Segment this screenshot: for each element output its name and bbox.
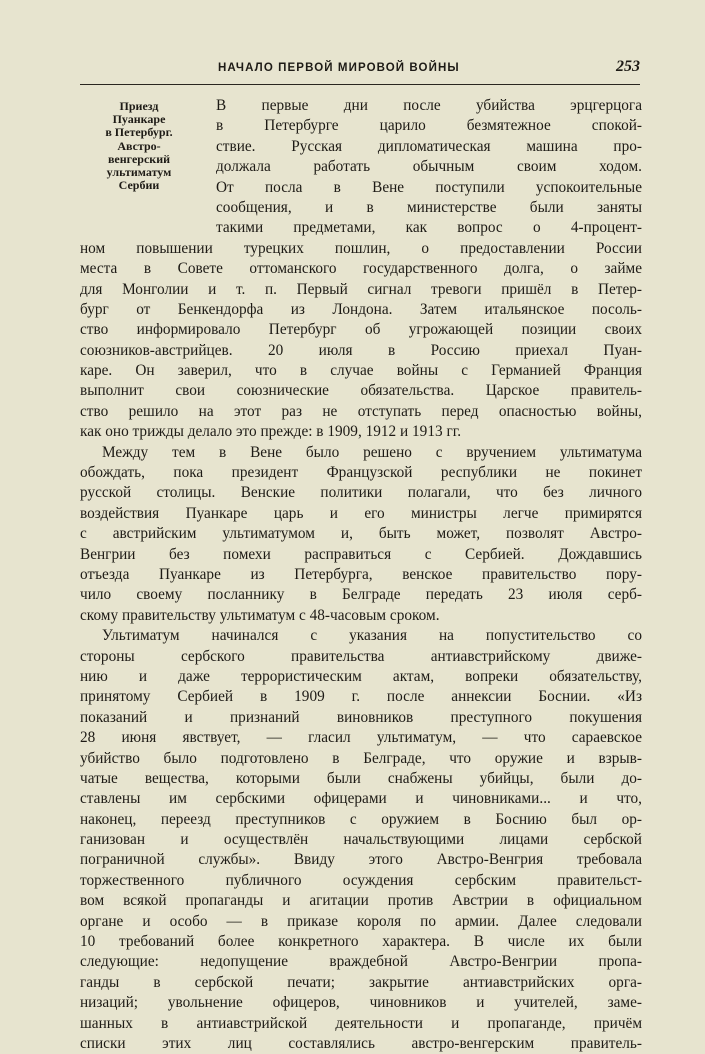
text-line: наконец, переезд преступников с оружием в Боснию был ор- xyxy=(80,810,642,828)
text-line: бург от Бенкендорфа из Лондона. Затем итальянское посоль- xyxy=(80,300,642,318)
margin-note-line: Приезд xyxy=(119,99,159,113)
text-line: торжественного публичного осуждения сербским правительст- xyxy=(80,871,642,889)
text-line: русской столицы. Венские политики полагали, что без личного xyxy=(80,484,642,502)
text-line: низаций; увольнение офицеров, чиновников и учителей, заме- xyxy=(80,994,642,1012)
header-rule xyxy=(80,84,640,85)
text-line: органе и особо — в приказе короля по армии. Далее следовали xyxy=(80,912,642,930)
margin-note-line: Пуанкаре xyxy=(112,112,166,127)
text-line: в Петербурге царило безмятежное спокой- xyxy=(216,117,642,135)
text-line: убийство было подготовлено в Белграде, что оружие и взрыв- xyxy=(80,749,642,767)
text-line: чатые вещества, которыми были снабжены убийцы, были до- xyxy=(80,769,642,787)
margin-note-line: в Петербург. xyxy=(105,125,173,140)
margin-note-line: Сербии xyxy=(118,178,160,193)
text-line: ствие. Русская дипломатическая машина про- xyxy=(216,137,642,155)
text-line: отъезда Пуанкаре из Петербурга, венское правительство пору- xyxy=(80,565,642,583)
text-line: выполнит свои союзнические обязательства. Царское правитель- xyxy=(80,382,642,400)
text-line: стороны сербского правительства антиавстрийскому движе- xyxy=(80,647,642,665)
body-text xyxy=(80,96,642,1054)
text-line: пограничной службы». Ввиду этого Австро-Венгрия требовала xyxy=(80,851,642,869)
text-line: ство решило на этот раз не отступать перед опасностью войны, xyxy=(80,402,642,420)
text-line: сообщения, и в министерстве были заняты xyxy=(216,198,642,216)
text-line: ганизован и осуществлён начальствующими лицами сербской xyxy=(80,831,642,849)
text-line: такими предметами, как вопрос о 4-процент- xyxy=(216,219,642,237)
margin-note-line: Австро- xyxy=(117,138,161,153)
text-line: скому правительству ультиматум с 48-часовым сроком. xyxy=(80,606,440,624)
margin-note-line: венгерский xyxy=(107,151,171,166)
text-line: с австрийским ультиматумом и, быть может, позволят Австро- xyxy=(80,525,642,543)
text-line: должала работать обычным своим ходом. xyxy=(216,158,642,176)
text-line: Между тем в Вене было решено с вручением ультиматума xyxy=(102,443,642,461)
text-line: союзников-австрийцев. 20 июля в Россию приехал Пуан- xyxy=(80,341,642,359)
running-title: НАЧАЛО ПЕРВОЙ МИРОВОЙ ВОЙНЫ xyxy=(218,62,460,74)
text-line: Венгрии без помехи расправиться с Сербией. Дождавшись xyxy=(80,545,642,563)
text-line: шанных в антиавстрийской деятельности и пропаганде, причём xyxy=(80,1014,642,1032)
text-line: для Монголии и т. п. Первый сигнал тревоги пришёл в Петер- xyxy=(80,280,642,298)
running-head xyxy=(80,58,640,82)
text-line: места в Совете оттоманского государственного долга, о займе xyxy=(80,260,642,278)
text-line: ставлены им сербскими офицерами и чиновниками... и что, xyxy=(80,790,642,808)
text-line: Ультиматум начинался с указания на попустительство со xyxy=(102,627,642,645)
text-line: показаний и признаний виновников преступного покушения xyxy=(80,708,642,726)
text-line: как оно трижды делало это прежде: в 1909, 1912 и 1913 гг. xyxy=(80,423,462,441)
text-line: 28 июня явствует, — гласил ультиматум, — что сараевское xyxy=(80,729,642,747)
text-line: В первые дни после убийства эрцгерцога xyxy=(216,97,642,114)
text-line: ганды в сербской печати; закрытие антиавстрийских орга- xyxy=(80,973,642,991)
text-line: воздействия Пуанкаре царь и его министры легче примирятся xyxy=(80,504,642,522)
text-line: От посла в Вене поступили успокоительные xyxy=(216,178,642,196)
margin-note-line: ультиматум xyxy=(106,165,172,180)
text-line: чило своему посланнику в Белграде передать 23 июля серб- xyxy=(80,586,642,604)
text-line: вом всякой пропаганды и агитации против Австрии в официальном xyxy=(80,892,642,910)
text-line: каре. Он заверил, что в случае войны с Германией Франция xyxy=(80,362,642,380)
text-line: принятому Сербией в 1909 г. после аннексии Боснии. «Из xyxy=(80,688,642,706)
text-line: 10 требований более конкретного характера. В числе их были xyxy=(80,933,642,951)
page-number: 253 xyxy=(616,58,640,75)
text-line: ном повышении турецких пошлин, о предоставлении России xyxy=(80,239,642,257)
text-line: нию и даже террористическим актам, вопреки обязательству, xyxy=(80,667,642,685)
text-line: следующие: недопущение враждебной Австро-Венгрии пропа- xyxy=(80,953,642,971)
text-line: ство информировало Петербург об угрожающей позиции своих xyxy=(80,321,642,339)
text-line: обождать, пока президент Французской республики не покинет xyxy=(80,464,642,482)
text-line: списки этих лиц составлялись австро-венгерским правитель- xyxy=(80,1034,642,1052)
